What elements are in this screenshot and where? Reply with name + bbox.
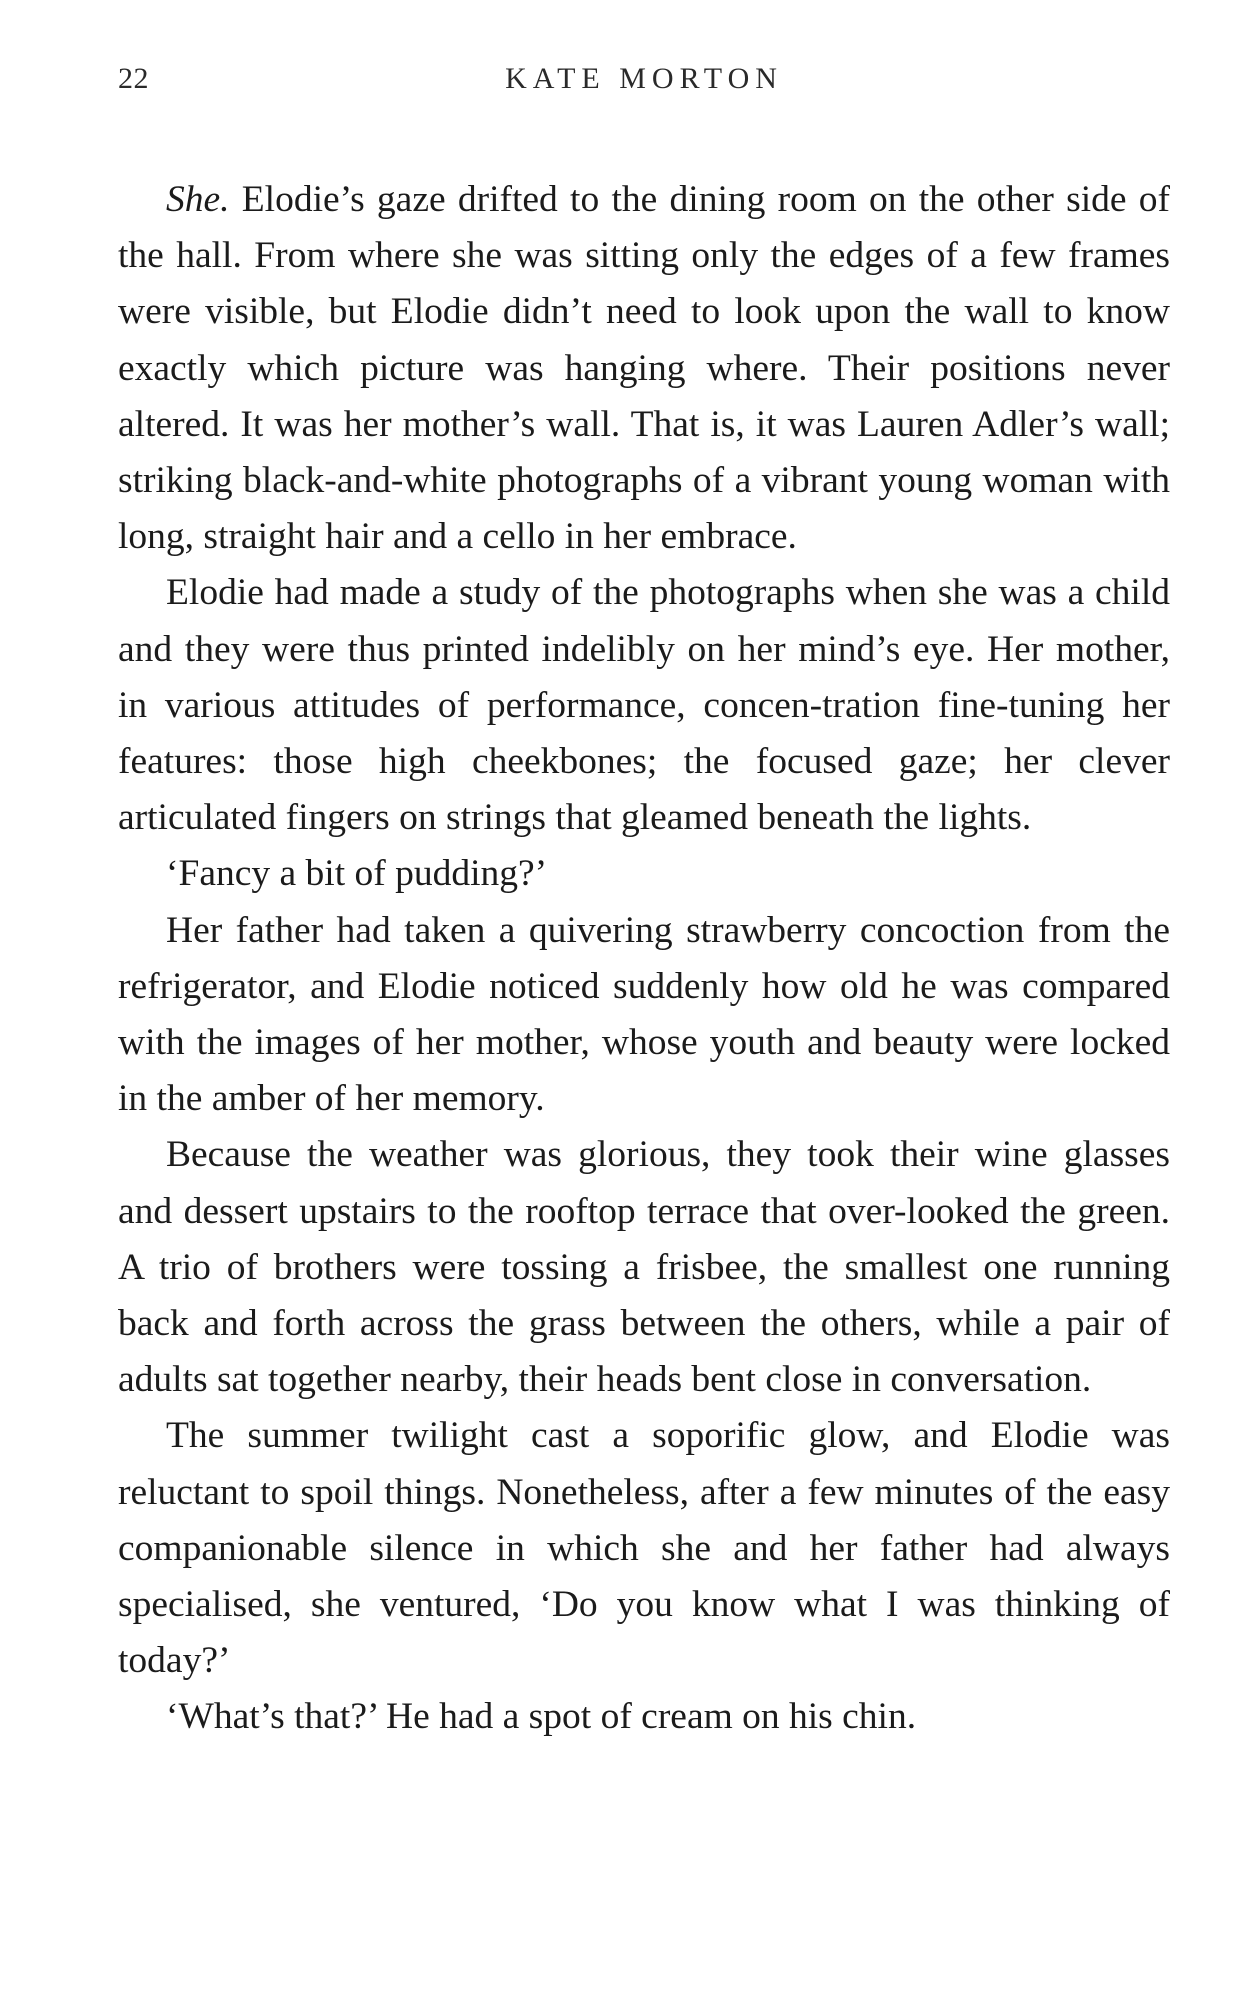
body-text [118, 172, 1170, 1746]
paragraph [118, 172, 1170, 565]
emphasized-word: She. [166, 179, 230, 220]
running-head-author: KATE MORTON [505, 62, 783, 95]
paragraph-dialogue: ‘What’s that?’ He had a spot of cream on his chin. [166, 1696, 917, 1738]
running-head [118, 62, 1170, 102]
paragraph: Elodie had made a study of the photographs when she was a child and they were thus printed indelibly on her mind’s eye. Her mother, in various attitudes of performance, concen-tration fine-tuning her features: those high cheekbones; the focused gaze; her clever articulated fingers on strings that gleamed beneath the lights. [118, 572, 1170, 839]
paragraph: The summer twilight cast a soporific glow, and Elodie was reluctant to spoil things. Nonetheless, after a few minutes of the easy companionable silence in which she and her father had always specialised, she ventured, ‘Do you know what I was thinking of today?’ [118, 1415, 1170, 1682]
paragraph: Her father had taken a quivering strawberry concoction from the refrigerator, and Elodie noticed suddenly how old he was compared with the images of her mother, whose youth and beauty were locked in the amber of her memory. [118, 909, 1170, 1120]
paragraph-text: Elodie’s gaze drifted to the dining room on the other side of the hall. From where she was sitting only the edges of a few frames were visible, but Elodie didn’t need to look upon the wall to know exactly which picture was hanging where. Their positions never altered. It was her mother’s wall. That is, it was Lauren Adler’s wall; striking black-and-white photographs of a vibrant young woman with long, straight hair and a cello in her embrace. [118, 179, 1170, 558]
paragraph: Because the weather was glorious, they took their wine glasses and dessert upstairs to the rooftop terrace that over-looked the green. A trio of brothers were tossing a frisbee, the smallest one running back and forth across the grass between the others, while a pair of adults sat together nearby, their heads bent close in conversation. [118, 1134, 1170, 1401]
paragraph-dialogue: ‘Fancy a bit of pudding?’ [166, 853, 548, 895]
page-number: 22 [118, 62, 149, 95]
